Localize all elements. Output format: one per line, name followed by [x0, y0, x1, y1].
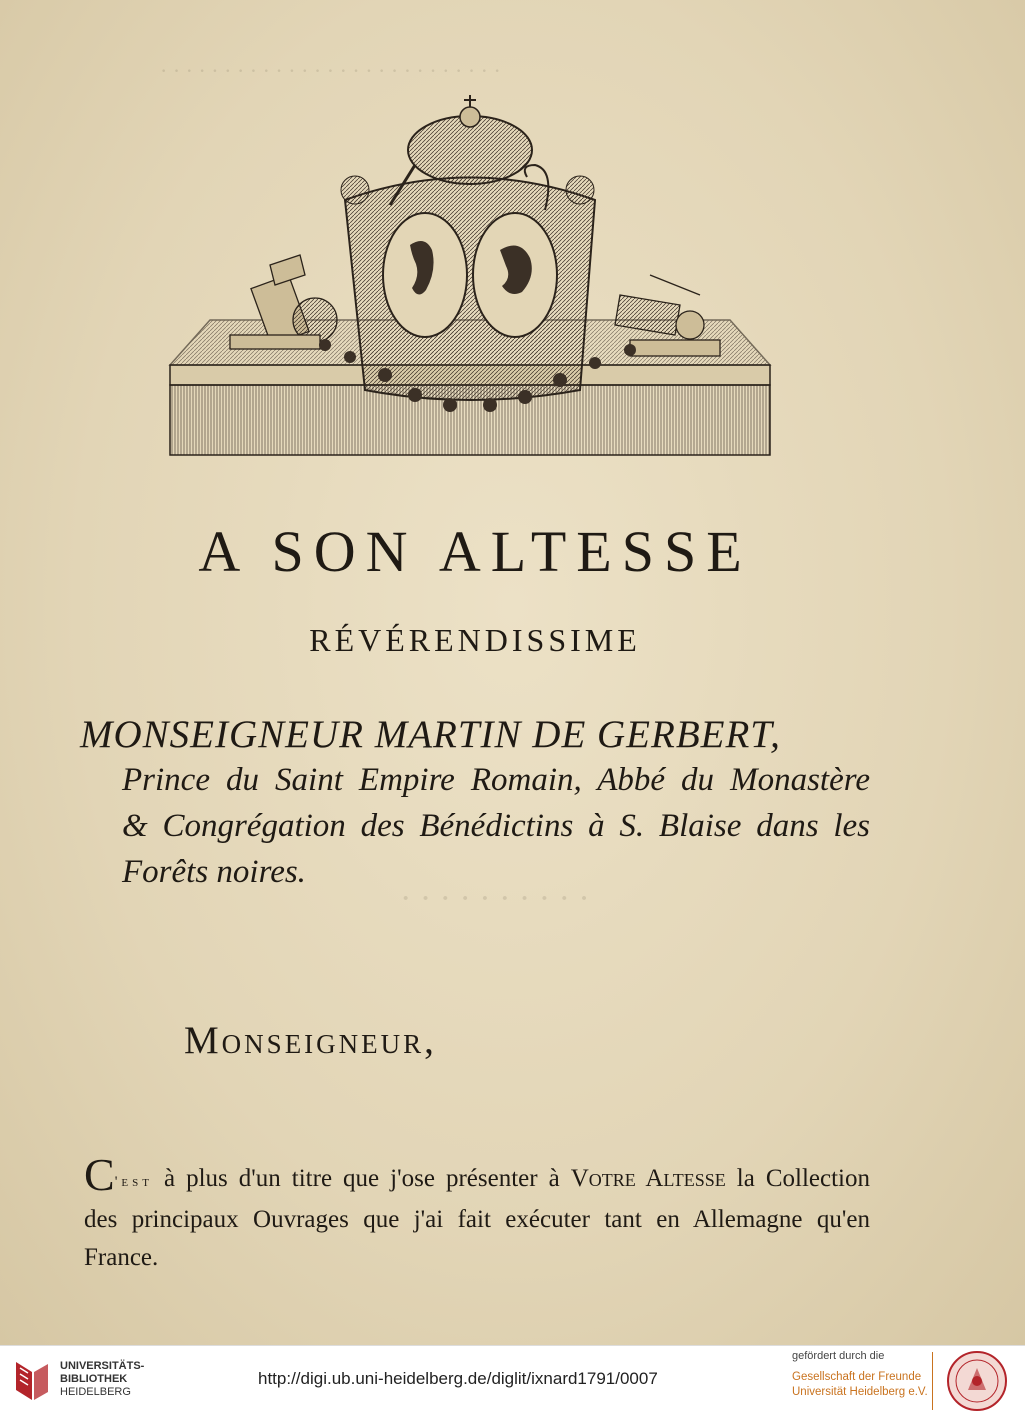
library-name-line: UNIVERSITÄTS-: [60, 1360, 145, 1372]
salutation: Monseigneur,: [184, 1019, 437, 1062]
coat-of-arms-engraving: [150, 95, 790, 475]
body-text: France.: [84, 1244, 159, 1271]
library-name[interactable]: [60, 1360, 144, 1399]
addressee-line: Forêts noires.: [122, 854, 306, 890]
footer-divider: [932, 1352, 933, 1410]
drop-cap-tail: 'est: [114, 1174, 153, 1190]
university-seal-icon: [946, 1350, 1008, 1412]
permalink-url[interactable]: http://digi.ub.uni-heidelberg.de/diglit/ixnard1791/0007: [258, 1369, 658, 1388]
drop-cap: C: [84, 1149, 115, 1200]
dedication-subheading: RÉVÉRENDISSIME: [309, 622, 641, 658]
footer-bar: [0, 1345, 1025, 1416]
addressee-block: [80, 712, 880, 895]
ub-logo-icon[interactable]: [12, 1358, 52, 1404]
addressee-line: & Congrégation des Bénédictins à S. Blaise dans les: [122, 808, 870, 844]
library-name-line: BIBLIOTHEK: [60, 1373, 128, 1385]
society-name[interactable]: [792, 1370, 928, 1400]
body-text: des principaux Ouvrages que j'ai fait exécuter tant en Allemagne qu'en: [84, 1206, 870, 1233]
body-paragraph: [84, 1149, 870, 1277]
bleed-through: · · · · · · · · · · · · · · · · · · · · · · · · · · ·: [160, 58, 501, 83]
bleed-through: · · · · · · · · · ·: [400, 880, 590, 917]
addressee-line: Prince du Saint Empire Romain, Abbé du Monastère: [122, 762, 870, 798]
body-text: à plus d'un titre que j'ose présenter à: [163, 1165, 571, 1192]
library-name-line: HEIDELBERG: [60, 1386, 131, 1398]
body-text-emphasis: Votre Altesse: [570, 1165, 726, 1192]
society-name-line: Gesellschaft der Freunde: [792, 1371, 922, 1383]
body-text: la Collection: [725, 1165, 870, 1192]
funded-by-label: gefördert durch die: [792, 1350, 885, 1362]
society-name-line: Universität Heidelberg e.V.: [792, 1386, 928, 1398]
addressee-name: MONSEIGNEUR MARTIN DE GERBERT,: [80, 713, 781, 756]
dedication-heading: A SON ALTESSE: [198, 519, 752, 584]
